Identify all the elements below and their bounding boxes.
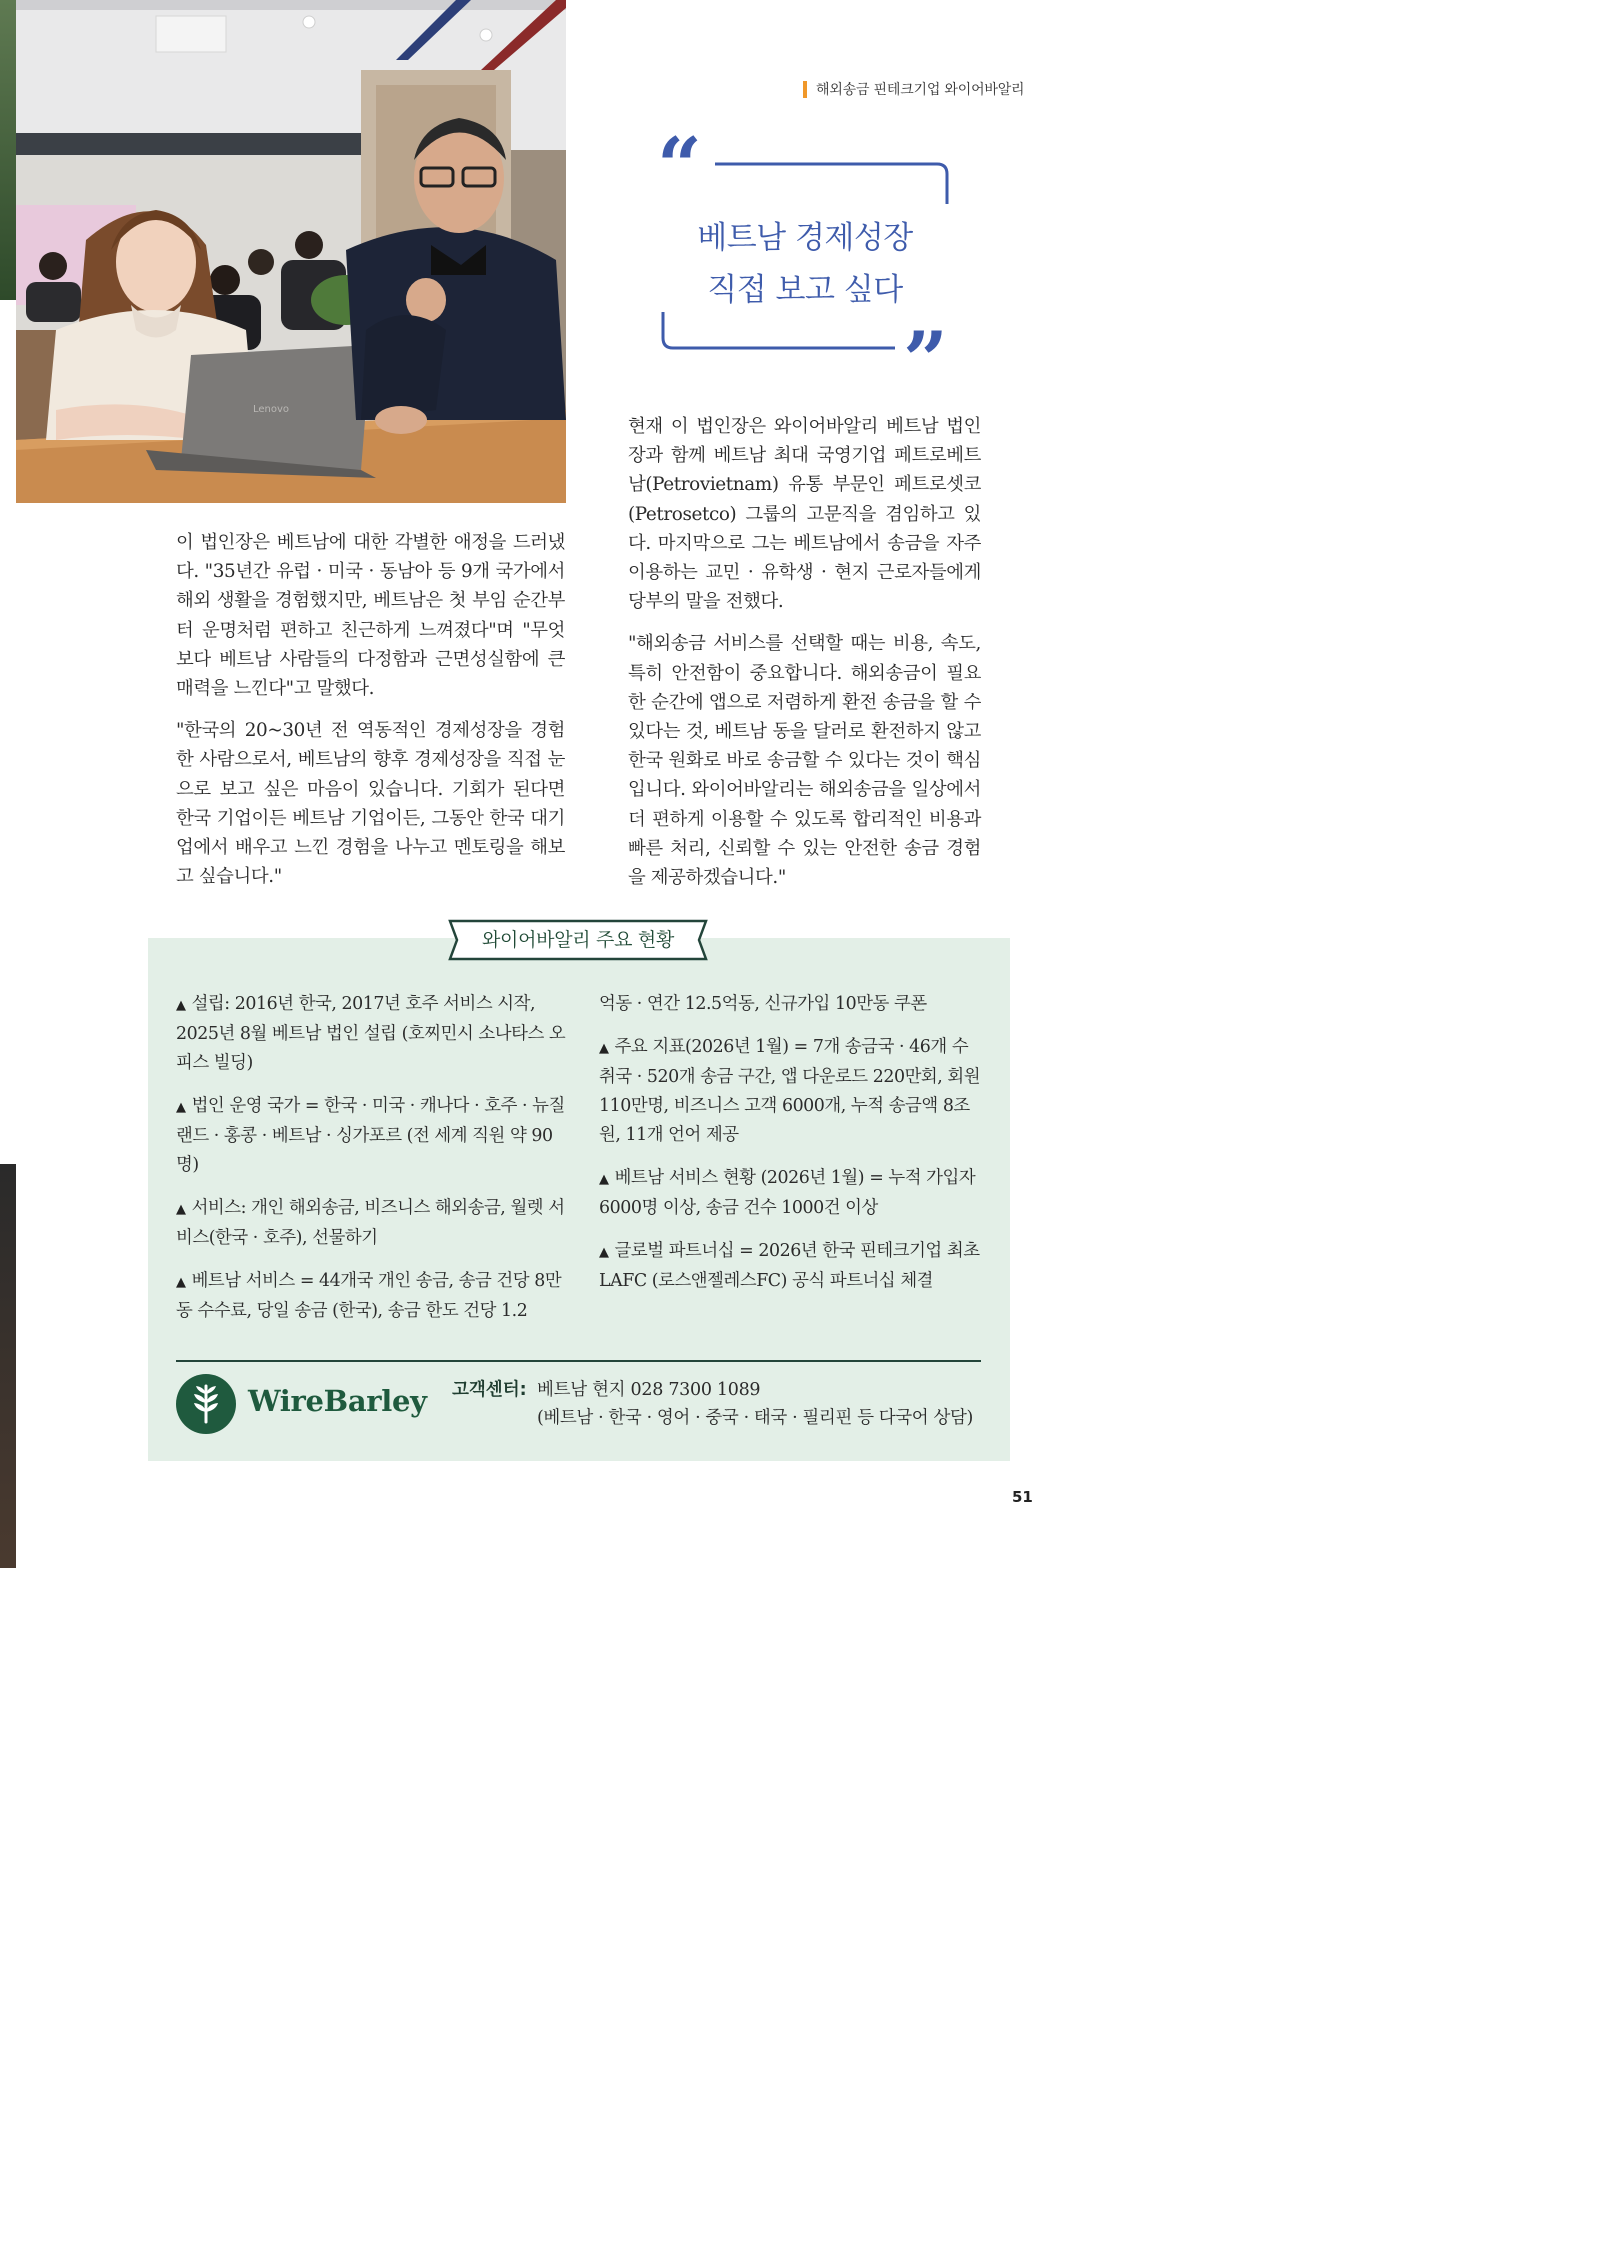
section-tag-bar — [803, 81, 807, 98]
info-item-text: 베트남 서비스 = 44개국 개인 송금, 송금 건당 8만동 수수료, 당일 송금 (한국), 송금 한도 건당 1.2 — [176, 1271, 562, 1321]
bullet-triangle-icon: ▲ — [599, 1245, 609, 1260]
bullet-triangle-icon: ▲ — [176, 1100, 186, 1115]
info-item — [599, 1164, 984, 1223]
info-item-text: 법인 운영 국가 = 한국 · 미국 · 캐나다 · 호주 · 뉴질랜드 · 홍콩 · 베트남 · 싱가포르 (전 세계 직원 약 90명) — [176, 1096, 565, 1175]
pull-quote-text — [655, 212, 955, 316]
info-item — [176, 1267, 566, 1326]
interview-photo — [16, 0, 566, 503]
pull-quote — [655, 121, 955, 406]
laptop-brand-text: Lenovo — [252, 404, 290, 415]
bullet-triangle-icon: ▲ — [176, 1275, 186, 1290]
info-item — [599, 1237, 984, 1296]
section-tag — [803, 79, 1024, 99]
right-column — [628, 412, 981, 905]
edge-strip-top — [0, 0, 16, 300]
close-quote-mark: ” — [903, 315, 948, 406]
pull-quote-line-1: 베트남 경제성장 — [697, 220, 913, 256]
open-quote-mark: “ — [657, 121, 702, 212]
info-left-column — [176, 990, 566, 1340]
info-item — [176, 1092, 566, 1180]
wirebarley-logo-icon — [176, 1374, 236, 1434]
info-box-title-banner — [444, 918, 712, 962]
info-right-column — [599, 990, 984, 1310]
customer-center-label: 고객센터: — [452, 1380, 527, 1400]
right-paragraph-1: 현재 이 법인장은 와이어바알리 베트남 법인장과 함께 베트남 최대 국영기업 페트로베트남(Petrovietnam) 유통 부문인 페트로셋코(Petrosetco) 그룹의 고문직을 겸임하고 있다. 마지막으로 그는 베트남에서 송금을 자주 이용하는 교민 · 유학생 · 현지 근로자들에게 당부의 말을 전했다. — [628, 416, 981, 613]
info-item-text: 베트남 서비스 현황 (2026년 1월) = 누적 가입자 6000명 이상, 송금 건수 1000건 이상 — [599, 1168, 976, 1218]
left-column — [176, 528, 565, 904]
info-item-text: 글로벌 파트너십 = 2026년 한국 핀테크기업 최초 LAFC (로스앤젤레스FC) 공식 파트너십 체결 — [599, 1241, 980, 1291]
bullet-triangle-icon: ▲ — [599, 1172, 609, 1187]
bullet-triangle-icon: ▲ — [176, 1202, 186, 1217]
right-paragraph-2: "해외송금 서비스를 선택할 때는 비용, 속도, 특히 안전함이 중요합니다. 해외송금이 필요한 순간에 앱으로 저렴하게 환전 송금을 할 수 있다는 것, 베트남 동을 달러로 환전하지 않고 한국 원화로 바로 송금할 수 있다는 것이 핵심입니다. 와이어바알리는 해외송금을 일상에서 더 편하게 이용할 수 있도록 합리적인 비용과 빠른 처리, 신뢰할 수 있는 안전한 송금 경험을 제공하겠습니다." — [628, 633, 981, 889]
wirebarley-logo-text: WireBarley — [248, 1384, 427, 1418]
left-paragraph-1: 이 법인장은 베트남에 대한 각별한 애정을 드러냈다. "35년간 유럽 · 미국 · 동남아 등 9개 국가에서 해외 생활을 경험했지만, 베트남은 첫 부임 순간부터 운명처럼 편하고 친근하게 느껴졌다"며 "무엇보다 베트남 사람들의 다정함과 근면성실함에 큰 매력을 느낀다"고 말했다. — [176, 532, 565, 700]
left-paragraph-2: "한국의 20~30년 전 역동적인 경제성장을 경험한 사람으로서, 베트남의 향후 경제성장을 직접 눈으로 보고 싶은 마음이 있습니다. 기회가 된다면 한국 기업이든 베트남 기업이든, 그동안 한국 대기업에서 배우고 느낀 경험을 나누고 멘토링을 해보고 싶습니다." — [176, 720, 565, 888]
info-item — [176, 990, 566, 1078]
info-item-text: 서비스: 개인 해외송금, 비즈니스 해외송금, 월렛 서비스(한국 · 호주), 선물하기 — [176, 1198, 565, 1248]
info-box-divider — [176, 1360, 981, 1362]
page-number: 51 — [1012, 1488, 1033, 1506]
info-box-title: 와이어바알리 주요 현황 — [481, 929, 675, 951]
bullet-triangle-icon: ▲ — [176, 998, 186, 1013]
section-tag-text: 해외송금 핀테크기업 와이어바알리 — [816, 82, 1025, 98]
info-item — [176, 1194, 566, 1253]
customer-center-phone: 베트남 현지 028 7300 1089 — [537, 1380, 761, 1400]
info-item-text: 주요 지표(2026년 1월) = 7개 송금국 · 46개 수취국 · 520개 송금 구간, 앱 다운로드 220만회, 회원 110만명, 비즈니스 고객 6000개, 누적 송금액 8조원, 11개 언어 제공 — [599, 1037, 981, 1145]
bullet-triangle-icon: ▲ — [599, 1041, 609, 1056]
info-item — [599, 1033, 984, 1150]
pull-quote-line-2: 직접 보고 싶다 — [707, 272, 903, 308]
info-item-text: 설립: 2016년 한국, 2017년 호주 서비스 시작, 2025년 8월 베트남 법인 설립 (호찌민시 소나타스 오피스 빌딩) — [176, 994, 566, 1073]
info-item-continuation: 억동 · 연간 12.5억동, 신규가입 10만동 쿠폰 — [599, 994, 927, 1014]
customer-center-languages: (베트남 · 한국 · 영어 · 중국 · 태국 · 필리핀 등 다국어 상담) — [537, 1408, 973, 1428]
edge-strip-bottom — [0, 1164, 16, 1568]
